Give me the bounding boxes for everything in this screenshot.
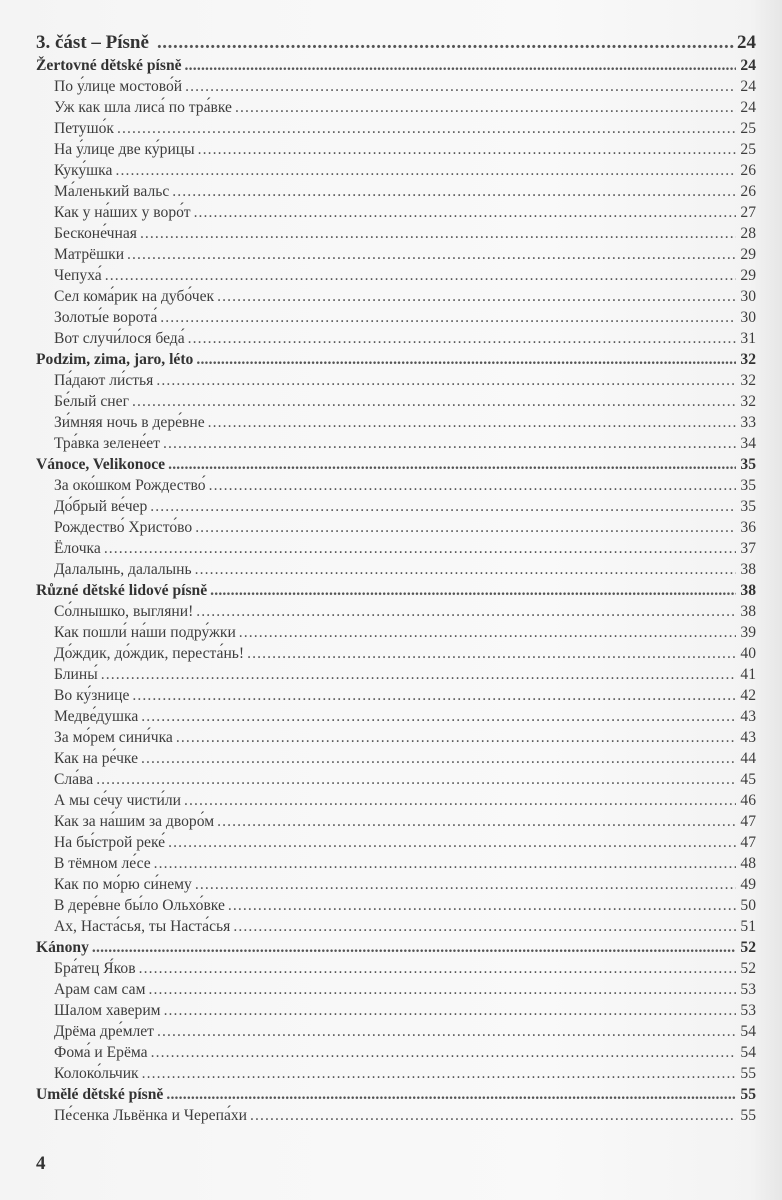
dot-leader [163, 433, 736, 454]
dot-leader [96, 769, 736, 790]
song-page: 47 [740, 813, 756, 830]
song-page: 32 [740, 393, 756, 410]
dot-leader [176, 727, 736, 748]
song-title: Бесконе́чная [54, 225, 137, 242]
toc-song-entry[interactable] [36, 433, 756, 454]
dot-leader [157, 1021, 736, 1042]
dot-leader [208, 412, 736, 433]
song-title: Как за на́шим за дворо́м [54, 813, 215, 830]
dot-leader [185, 55, 736, 76]
song-title: Тра́вка зелене́ет [54, 435, 160, 452]
dot-leader [141, 706, 736, 727]
dot-leader [156, 370, 736, 391]
song-title: Как у на́ших у воро́т [54, 204, 191, 221]
toc-song-entry[interactable] [36, 559, 756, 580]
section-title: Kánony [36, 939, 89, 956]
section-page: 32 [740, 351, 756, 368]
song-title: Далалынь, далалынь [54, 561, 192, 578]
section-page: 38 [740, 582, 756, 599]
song-page: 54 [740, 1044, 756, 1061]
toc-song-entry[interactable] [36, 643, 756, 664]
song-page: 48 [740, 855, 756, 872]
toc-song-entry[interactable] [36, 748, 756, 769]
song-page: 35 [740, 498, 756, 515]
song-title: По у́лице мостово́й [54, 78, 183, 95]
toc-section-entry[interactable] [36, 349, 756, 370]
song-page: 37 [740, 540, 756, 557]
song-page: 30 [740, 288, 756, 305]
dot-leader [117, 118, 736, 139]
toc-part-heading[interactable] [36, 31, 756, 55]
dot-leader [198, 139, 736, 160]
song-page: 43 [740, 708, 756, 725]
dot-leader [168, 454, 736, 475]
song-title: До́брый ве́чер [54, 498, 148, 515]
toc-section-entry[interactable] [36, 55, 756, 76]
toc-sections [36, 55, 756, 1126]
song-page: 49 [740, 876, 756, 893]
toc-song-entry[interactable] [36, 706, 756, 727]
page-number: 4 [36, 1153, 46, 1174]
toc-song-entry[interactable] [36, 958, 756, 979]
toc-song-entry[interactable] [36, 1063, 756, 1084]
song-page: 47 [740, 834, 756, 851]
song-title: А мы се́чу чисти́ли [54, 792, 181, 809]
toc-song-entry[interactable] [36, 370, 756, 391]
song-page: 41 [740, 666, 756, 683]
song-title: Матрёшки [54, 246, 125, 263]
song-title: Зи́мняя ночь в дере́вне [54, 414, 205, 431]
song-title: Как пошли́ на́ши подру́жки [54, 624, 236, 641]
section-title: Podzim, zima, jaro, léto [36, 351, 194, 368]
song-title: Медве́душка [54, 708, 139, 725]
song-title: Фома́ и Ерёма [54, 1044, 148, 1061]
song-page: 24 [740, 99, 756, 116]
song-page: 53 [740, 981, 756, 998]
song-title: Бра́тец Я́ков [54, 960, 136, 977]
dot-leader [233, 916, 736, 937]
song-page: 29 [740, 267, 756, 284]
song-page: 54 [740, 1023, 756, 1040]
song-title: На бы́строй реке́ [54, 834, 166, 851]
dot-leader [195, 559, 736, 580]
toc-song-entry[interactable] [36, 664, 756, 685]
song-page: 26 [740, 162, 756, 179]
song-title: Колоко́льчик [54, 1065, 139, 1082]
song-title: Блины́ [54, 666, 98, 683]
toc-section-entry[interactable] [36, 937, 756, 958]
song-page: 34 [740, 435, 756, 452]
song-page: 44 [740, 750, 756, 767]
dot-leader [196, 601, 736, 622]
toc-song-entry[interactable] [36, 916, 756, 937]
song-title: Как по мо́рю си́нему [54, 876, 192, 893]
song-page: 30 [740, 309, 756, 326]
song-title: На у́лице две ку́рицы [54, 141, 195, 158]
song-page: 33 [740, 414, 756, 431]
toc-song-entry[interactable] [36, 391, 756, 412]
dot-leader [92, 937, 736, 958]
toc-song-entry[interactable] [36, 412, 756, 433]
toc-song-entry[interactable] [36, 601, 756, 622]
part-page: 24 [737, 32, 756, 53]
song-title: В тёмном ле́се [54, 855, 151, 872]
dot-leader [157, 31, 735, 55]
toc-song-entry[interactable] [36, 118, 756, 139]
song-title: Шалом хаверим [54, 1002, 161, 1019]
song-page: 52 [740, 960, 756, 977]
song-title: Вот случи́лося беда́ [54, 330, 185, 347]
song-page: 36 [740, 519, 756, 536]
dot-leader [101, 664, 736, 685]
song-page: 46 [740, 792, 756, 809]
song-page: 40 [740, 645, 756, 662]
dot-leader [195, 517, 736, 538]
dot-leader [188, 328, 736, 349]
song-page: 28 [740, 225, 756, 242]
song-page: 25 [740, 141, 756, 158]
table-of-contents [36, 31, 756, 1126]
dot-leader [194, 202, 736, 223]
section-title: Vánoce, Velikonoce [36, 456, 166, 473]
dot-leader [151, 1042, 736, 1063]
dot-leader [154, 853, 736, 874]
section-title: Žertovné dětské písně [36, 57, 182, 74]
toc-song-entry[interactable] [36, 328, 756, 349]
toc-song-entry[interactable] [36, 853, 756, 874]
toc-song-entry[interactable] [36, 895, 756, 916]
song-title: За око́шком Рождество́ [54, 477, 206, 494]
toc-song-entry[interactable] [36, 76, 756, 97]
toc-song-entry[interactable] [36, 1105, 756, 1126]
section-page: 52 [740, 939, 756, 956]
dot-leader [132, 391, 736, 412]
dot-leader [210, 580, 736, 601]
toc-song-entry[interactable] [36, 538, 756, 559]
dot-leader [160, 307, 736, 328]
toc-song-entry[interactable] [36, 1042, 756, 1063]
dot-leader [127, 244, 736, 265]
song-page: 26 [740, 183, 756, 200]
song-title: Со́лнышко, выгляни! [54, 603, 194, 620]
dot-leader [140, 223, 736, 244]
toc-song-entry[interactable] [36, 160, 756, 181]
dot-leader [172, 181, 736, 202]
song-title: Чепуха́ [54, 267, 102, 284]
song-title: Как на ре́чке [54, 750, 139, 767]
toc-section-entry[interactable] [36, 454, 756, 475]
dot-leader [196, 349, 736, 370]
toc-section-entry[interactable] [36, 1084, 756, 1105]
song-title: Дрёма дре́млет [54, 1023, 154, 1040]
dot-leader [150, 496, 736, 517]
song-page: 53 [740, 1002, 756, 1019]
toc-song-entry[interactable] [36, 517, 756, 538]
dot-leader [228, 895, 736, 916]
dot-leader [164, 1000, 736, 1021]
toc-song-entry[interactable] [36, 685, 756, 706]
song-title: Бе́лый снег [54, 393, 129, 410]
dot-leader [141, 748, 736, 769]
song-page: 38 [740, 561, 756, 578]
song-title: За мо́рем сини́чка [54, 729, 173, 746]
section-page: 35 [740, 456, 756, 473]
song-page: 39 [740, 624, 756, 641]
song-page: 31 [740, 330, 756, 347]
toc-song-entry[interactable] [36, 769, 756, 790]
song-page: 55 [740, 1107, 756, 1124]
toc-song-entry[interactable] [36, 979, 756, 1000]
dot-leader [139, 958, 736, 979]
toc-song-entry[interactable] [36, 475, 756, 496]
song-page: 29 [740, 246, 756, 263]
dot-leader [235, 97, 736, 118]
dot-leader [250, 1105, 736, 1126]
song-title: Золоты́е ворота́ [54, 309, 158, 326]
dot-leader [185, 76, 736, 97]
toc-song-entry[interactable] [36, 1021, 756, 1042]
section-title: Umělé dětské písně [36, 1086, 164, 1103]
song-title: Пе́сенка Львёнка и Черепа́хи [54, 1107, 248, 1124]
song-page: 27 [740, 204, 756, 221]
toc-song-entry[interactable] [36, 223, 756, 244]
dot-leader [104, 538, 736, 559]
song-page: 42 [740, 687, 756, 704]
dot-leader [217, 286, 736, 307]
toc-song-entry[interactable] [36, 139, 756, 160]
dot-leader [195, 874, 736, 895]
dot-leader [148, 979, 736, 1000]
song-page: 24 [740, 78, 756, 95]
dot-leader [247, 643, 736, 664]
toc-song-entry[interactable] [36, 811, 756, 832]
song-page: 25 [740, 120, 756, 137]
toc-song-entry[interactable] [36, 202, 756, 223]
toc-song-entry[interactable] [36, 286, 756, 307]
song-page: 38 [740, 603, 756, 620]
song-page: 51 [740, 918, 756, 935]
toc-song-entry[interactable] [36, 244, 756, 265]
section-page: 24 [740, 57, 756, 74]
song-title: Арам сам сам [54, 981, 146, 998]
toc-section-entry[interactable] [36, 580, 756, 601]
toc-song-entry[interactable] [36, 265, 756, 286]
song-page: 35 [740, 477, 756, 494]
song-title: Па́дают ли́стья [54, 372, 154, 389]
song-page: 43 [740, 729, 756, 746]
song-title: Сел кома́рик на дубо́чек [54, 288, 215, 305]
toc-song-entry[interactable] [36, 832, 756, 853]
dot-leader [105, 265, 736, 286]
song-title: Ёлочка [54, 540, 101, 557]
dot-leader [132, 685, 736, 706]
toc-song-entry[interactable] [36, 496, 756, 517]
dot-leader [239, 622, 736, 643]
dot-leader [184, 790, 736, 811]
toc-song-entry[interactable] [36, 181, 756, 202]
toc-song-entry[interactable] [36, 1000, 756, 1021]
section-title: Různé dětské lidové písně [36, 582, 208, 599]
dot-leader [115, 160, 736, 181]
song-page: 50 [740, 897, 756, 914]
song-title: Во ку́знице [54, 687, 130, 704]
dot-leader [168, 832, 736, 853]
song-title: Рождество́ Христо́во [54, 519, 193, 536]
toc-song-entry[interactable] [36, 97, 756, 118]
toc-song-entry[interactable] [36, 727, 756, 748]
toc-song-entry[interactable] [36, 622, 756, 643]
part-title: 3. část – Písně [36, 32, 149, 53]
dot-leader [142, 1063, 736, 1084]
song-page: 55 [740, 1065, 756, 1082]
song-title: В дере́вне бы́ло Ольхо́вке [54, 897, 225, 914]
song-page: 32 [740, 372, 756, 389]
toc-song-entry[interactable] [36, 307, 756, 328]
dot-leader [209, 475, 736, 496]
toc-song-entry[interactable] [36, 874, 756, 895]
toc-song-entry[interactable] [36, 790, 756, 811]
song-title: Ах, Наста́сья, ты Наста́сья [54, 918, 231, 935]
song-title: Ма́ленький вальс [54, 183, 170, 200]
song-title: Уж как шла лиса́ по тра́вке [54, 99, 232, 116]
song-title: Куку́шка [54, 162, 113, 179]
dot-leader [166, 1084, 736, 1105]
song-title: До́ждик, до́ждик, переста́нь! [54, 645, 245, 662]
song-title: Петушо́к [54, 120, 114, 137]
section-page: 55 [740, 1086, 756, 1103]
song-title: Сла́ва [54, 771, 94, 788]
dot-leader [217, 811, 736, 832]
song-page: 45 [740, 771, 756, 788]
